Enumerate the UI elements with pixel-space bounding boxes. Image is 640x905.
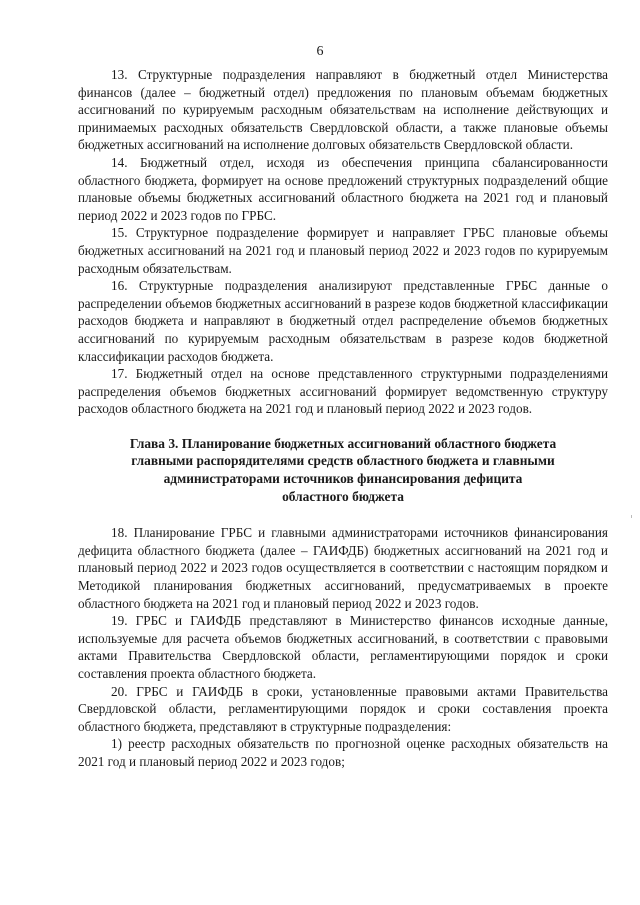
chapter-heading-line: Глава 3. Планирование бюджетных ассигнований областного бюджета <box>129 435 557 451</box>
chapter-heading-line: администраторами источников финансирования дефицита <box>163 471 523 487</box>
paragraph-16: 16. Структурные подразделения анализируют представленные ГРБС данные о распределении объемов бюджетных ассигнований в разрезе кодов бюджетной классификации расходов бюджета и направляют в бюджетный отдел распределение объемов бюджетных ассигнований по курируемым расходным обязательствам в разрезе кодов бюджетной классификации расходов бюджета. <box>78 278 608 364</box>
paragraph-13: 13. Структурные подразделения направляют в бюджетный отдел Министерства финансов (далее – бюджетный отдел) предложения по плановым объемам бюджетных ассигнований по курируемым расходным обязательствам на исполнение действующих и принимаемых расходных обязательств Свердловской области, а также плановые объемы бюджетных ассигнований на исполнение долговых обязательств Свердловской области. <box>78 67 608 153</box>
chapter-heading-line: главными распорядителями средств областного бюджета и главными <box>131 453 555 469</box>
document-body <box>78 66 608 771</box>
chapter-3-heading <box>78 435 608 505</box>
paragraph-14: 14. Бюджетный отдел, исходя из обеспечения принципа сбалансированности областного бюджета, формирует на основе предложений структурных подразделений общие плановые объемы бюджетных ассигнований областного бюджета на 2021 год и плановый период 2022 и 2023 годов по ГРБС. <box>78 154 608 223</box>
list-item-1: 1) реестр расходных обязательств по прогнозной оценке расходных обязательств на 2021 год и плановый период 2022 и 2023 годов; <box>78 736 608 769</box>
page-number: 6 <box>316 44 324 59</box>
paragraph-15: 15. Структурное подразделение формирует и направляет ГРБС плановые объемы бюджетных ассигнований на 2021 год и плановый период 2022 и 2023 годов по курируемым расходным обязательствам. <box>78 225 608 276</box>
paragraph-19: 19. ГРБС и ГАИФДБ представляют в Министерство финансов исходные данные, используемые для расчета объемов бюджетных ассигнований, в соответствии с правовыми актами Правительства Свердловской области, регламентирующими порядок и сроки составления проекта областного бюджета. <box>78 613 608 681</box>
chapter-heading-line: областного бюджета <box>282 488 404 504</box>
scan-speck <box>631 515 632 518</box>
paragraph-20: 20. ГРБС и ГАИФДБ в сроки, установленные правовыми актами Правительства Свердловской области, регламентирующими порядок и сроки составления проекта областного бюджета, представляют в структурные подразделения: <box>78 683 608 734</box>
paragraph-18: 18. Планирование ГРБС и главными администраторами источников финансирования дефицита областного бюджета (далее – ГАИФДБ) бюджетных ассигнований на 2021 год и плановый период 2022 и 2023 годов осуществляется в соответствии с настоящим порядком и Методикой планирования бюджетных ассигнований, предусматриваемых в проекте областного бюджета на 2021 год и плановый период 2022 и 2023 годов. <box>78 525 608 611</box>
paragraph-17: 17. Бюджетный отдел на основе представленного структурными подразделениями распределения объемов бюджетных ассигнований формирует ведомственную структуру расходов областного бюджета на 2021 год и плановый период 2022 и 2023 годов. <box>78 366 608 417</box>
